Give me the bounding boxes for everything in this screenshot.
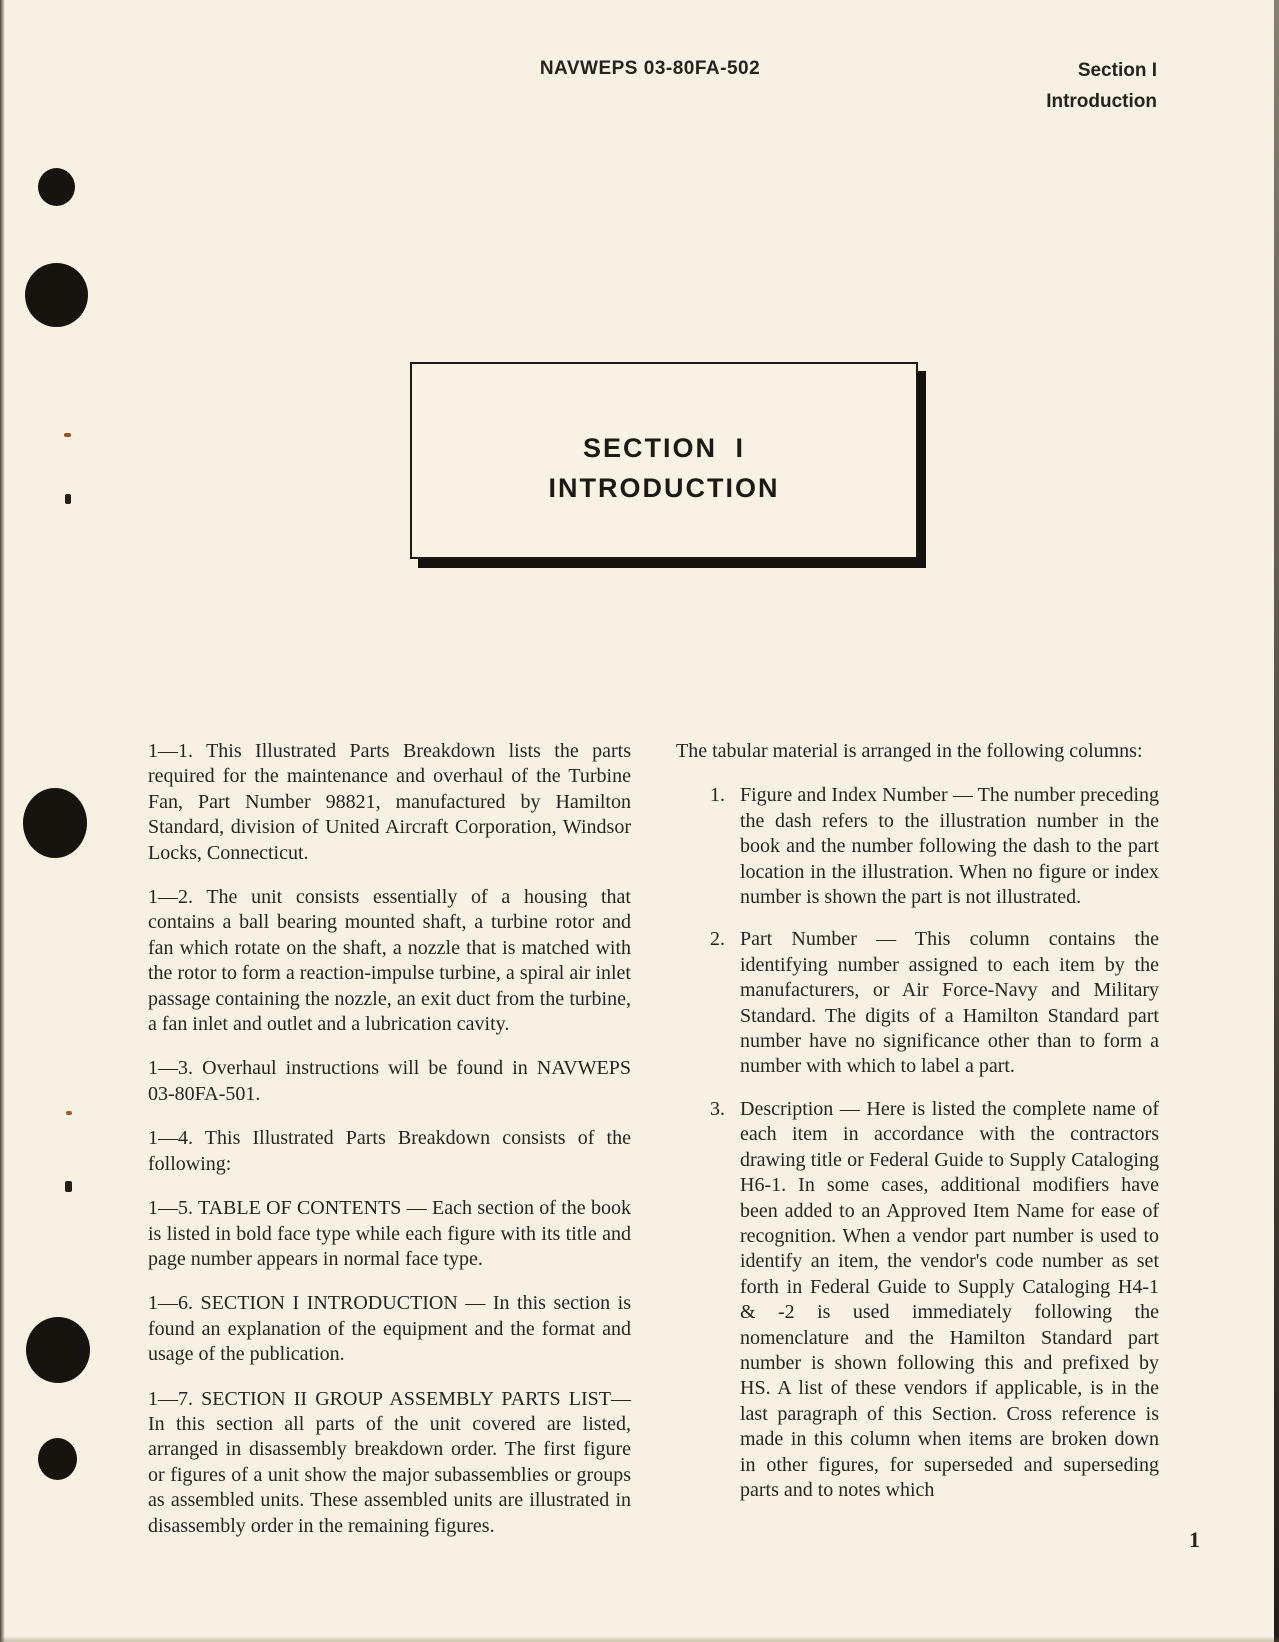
list-item-part-number bbox=[676, 927, 1159, 1079]
header-section: Section I bbox=[1077, 60, 1157, 81]
hole-punch-dot bbox=[23, 788, 87, 858]
paper-speck bbox=[65, 494, 71, 504]
list-item-description bbox=[676, 1097, 1159, 1504]
page-number: 1 bbox=[1189, 1527, 1200, 1552]
paper-speck bbox=[65, 1181, 72, 1192]
list-item-text: Description — Here is listed the complete name of each item in accordance with the contractors drawing title or Federal Guide to Supply Cataloging H6-1. In some cases, additional modifiers have been added to an Approved Item Name for ease of recognition. When a vendor part number is used to identify an item, the vendor's code number as set forth in Federal Guide to Supply Cataloging H4-1 & -2 is used immediately following the nomenclature and the Hamilton Standard part number is shown following this and prefixed by HS. A list of these vendors if applicable, is in the last paragraph of this Section. Cross reference is made in this column when items are broken down in other figures, for superseded and superseding parts and to notes which bbox=[740, 1097, 1159, 1501]
left-column bbox=[148, 739, 631, 1558]
list-item-number: 1. bbox=[710, 784, 725, 807]
paper-speck bbox=[64, 433, 71, 437]
page-scan-edge-bottom bbox=[0, 1636, 1279, 1642]
header-doc-number: NAVWEPS 03-80FA-502 bbox=[539, 58, 761, 79]
hole-punch-dot bbox=[26, 1317, 90, 1383]
paper-speck bbox=[66, 1111, 72, 1115]
paragraph-1-4: 1—4. This Illustrated Parts Breakdown consists of the following: bbox=[148, 1127, 631, 1175]
hole-punch-dot bbox=[25, 263, 88, 327]
header-section-block bbox=[1046, 55, 1157, 117]
list-item-number: 3. bbox=[710, 1097, 725, 1120]
paragraph-1-1: 1—1. This Illustrated Parts Breakdown lists the parts required for the maintenance and overhaul of the Turbine Fan, Part Number 98821, manufactured by Hamilton Standard, division of United Aircraft Corporation, Windsor Locks, Connecticut. bbox=[148, 740, 631, 864]
section-title-line2: INTRODUCTION bbox=[548, 472, 780, 503]
list-item-text: Part Number — This column contains the identifying number assigned to each item by the manufacturers, or Air Force-Navy and Military Standard. The digits of a Hamilton Standard part number have no significance other than to form a number with which to label a part. bbox=[740, 928, 1159, 1078]
hole-punch-dot bbox=[38, 168, 75, 206]
list-item-text: Figure and Index Number — The number preceding the dash refers to the illustration number in the book and the number following the dash to the part location in the illustration. When no figure or index number is shown the part is not illustrated. bbox=[740, 784, 1159, 909]
paragraph-1-3: 1—3. Overhaul instructions will be found in NAVWEPS 03-80FA-501. bbox=[148, 1057, 631, 1105]
list-item-figure-index bbox=[676, 783, 1159, 910]
right-column bbox=[676, 739, 1159, 1520]
paragraph-1-7: 1—7. SECTION II GROUP ASSEMBLY PARTS LIST— In this section all parts of the unit covered are listed, arranged in disassembly breakdown order. The first figure or figures of a unit show the major subassemblies or groups as assembled units. These assembled units are illustrated in disassembly order in the remaining figures. bbox=[148, 1387, 631, 1537]
paragraph-1-5: 1—5. TABLE OF CONTENTS — Each section of the book is listed in bold face type while each figure with its title and page number appears in normal face type. bbox=[148, 1197, 631, 1270]
section-title-box bbox=[410, 362, 918, 559]
page-scan-edge-right bbox=[1274, 0, 1279, 1642]
header-section-subtitle: Introduction bbox=[1046, 91, 1157, 112]
hole-punch-dot bbox=[38, 1438, 77, 1480]
list-item-number: 2. bbox=[710, 928, 725, 951]
paragraph-1-2: 1—2. The unit consists essentially of a housing that contains a ball bearing mounted shaft, a turbine rotor and fan which rotate on the shaft, a nozzle that is matched with the rotor to form a reaction-impulse turbine, a spiral air inlet passage containing the nozzle, an exit duct from the turbine, a fan inlet and outlet and a lubrication cavity. bbox=[148, 886, 631, 1036]
right-column-intro: The tabular material is arranged in the following columns: bbox=[676, 740, 1143, 762]
paragraph-1-6: 1—6. SECTION I INTRODUCTION — In this section is found an explanation of the equipment and the format and usage of the publication. bbox=[148, 1292, 631, 1366]
section-title-line1: SECTION I bbox=[582, 432, 745, 463]
page-scan-edge-left bbox=[0, 0, 5, 1642]
